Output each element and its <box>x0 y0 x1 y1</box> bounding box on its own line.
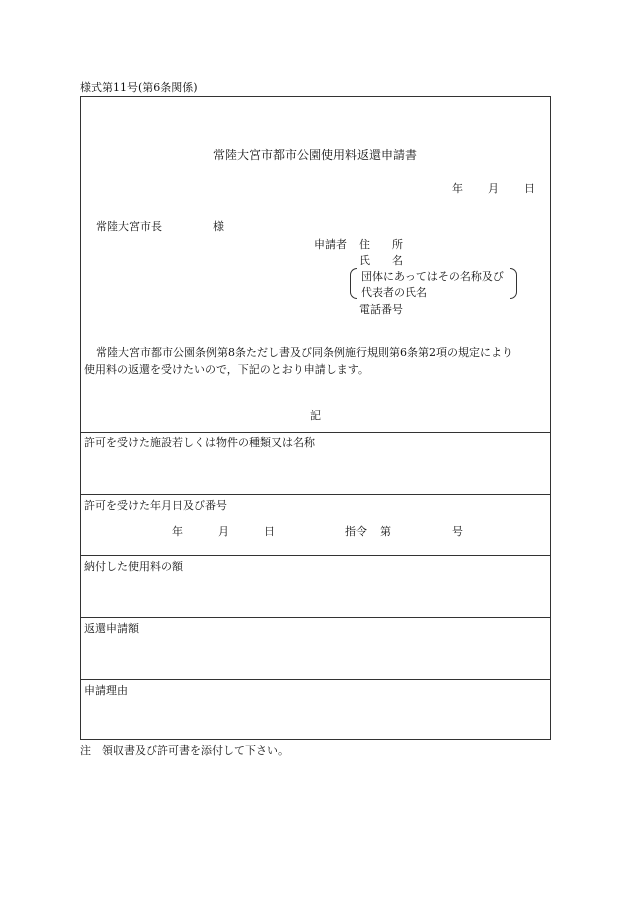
footnote: 注 領収書及び許可書を添付して下さい。 <box>80 744 289 757</box>
permit-day-label: 日 <box>264 525 275 538</box>
section-divider <box>80 679 551 680</box>
form-title: 常陸大宮市都市公園使用料返還申請書 <box>212 148 417 162</box>
note-bracket-left <box>350 268 357 299</box>
date-year-label: 年 <box>452 182 463 195</box>
phone-label: 電話番号 <box>359 303 403 316</box>
reason-label: 申請理由 <box>84 684 128 697</box>
group-note-line1: 団体にあってはその名称及び <box>361 270 504 283</box>
date-month-label: 月 <box>488 182 499 195</box>
permit-year-label: 年 <box>172 525 183 538</box>
body-text-line2: 使用料の返還を受けたいので，下記のとおり申請します。 <box>84 363 369 376</box>
section-divider <box>80 494 551 495</box>
body-text-line1: 常陸大宮市都市公園条例第8条ただし書及び同条例施行規則第6条第2項の規定により <box>96 346 513 359</box>
permit-month-label: 月 <box>218 525 229 538</box>
section-divider <box>80 432 551 433</box>
form-number: 様式第11号(第6条関係) <box>80 81 198 94</box>
section-divider <box>80 555 551 556</box>
permit-go-label: 号 <box>452 525 463 538</box>
ki-heading: 記 <box>310 409 321 422</box>
note-bracket-right <box>510 268 517 299</box>
group-note-line2: 代表者の氏名 <box>361 286 427 299</box>
address-label: 住 所 <box>359 238 403 251</box>
permit-order-label: 指令 <box>345 525 367 538</box>
addressee-name: 常陸大宮市長 <box>96 220 162 233</box>
name-label: 氏 名 <box>359 254 403 267</box>
applicant-label: 申請者 <box>314 238 347 251</box>
section-divider <box>80 617 551 618</box>
refund-amount-label: 返還申請額 <box>84 622 139 635</box>
permit-dai-label: 第 <box>380 525 391 538</box>
paid-fee-label: 納付した使用料の額 <box>84 560 183 573</box>
date-day-label: 日 <box>524 182 535 195</box>
addressee-honorific: 様 <box>213 220 224 233</box>
facility-name-label: 許可を受けた施設若しくは物件の種類又は名称 <box>84 436 315 449</box>
permit-date-number-label: 許可を受けた年月日及び番号 <box>84 499 227 512</box>
